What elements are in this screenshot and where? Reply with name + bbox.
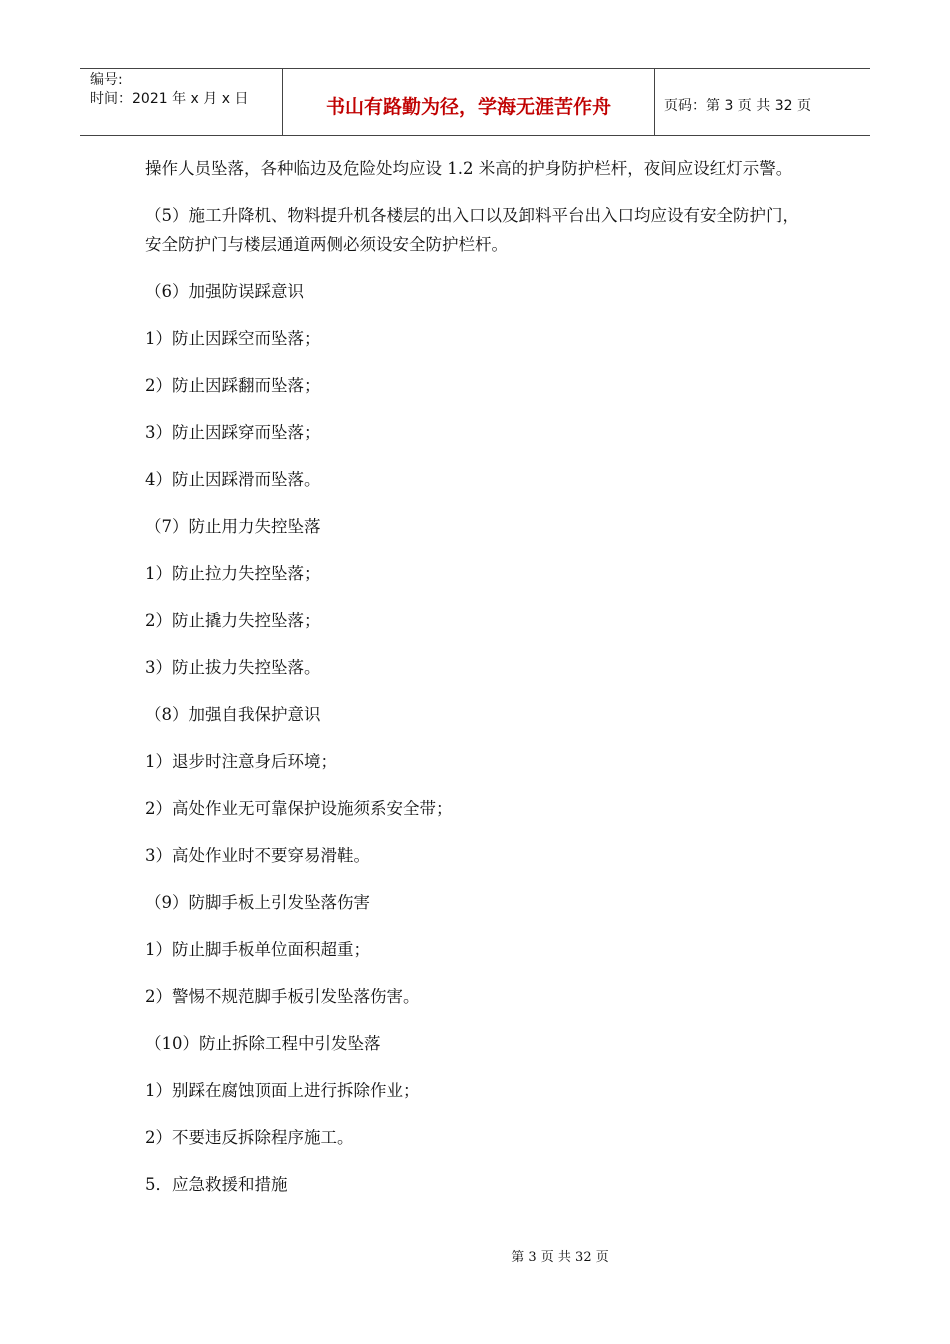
list-item: 2）防止撬力失控坠落； (145, 611, 321, 630)
section-heading: （8）加强自我保护意识 (145, 705, 321, 724)
list-item: 2）高处作业无可靠保护设施须系安全带； (145, 799, 453, 818)
section-heading: 5．应急救援和措施 (145, 1175, 288, 1194)
paragraph: （5）施工升降机、物料提升机各楼层的出入口以及卸料平台出入口均应设有安全防护门，安全防护门与楼层通道两侧必须设安全防护栏杆。 (145, 206, 799, 254)
list-item: 3）防止拔力失控坠落。 (145, 658, 321, 677)
header-motto: 书山有路勤为径，学海无涯苦作舟 (283, 69, 655, 135)
list-item: 1）别踩在腐蚀顶面上进行拆除作业； (145, 1081, 420, 1100)
list-item: 3）防止因踩穿而坠落； (145, 423, 321, 442)
paragraph: 操作人员坠落，各种临边及危险处均应设 1.2 米高的护身防护栏杆，夜间应设红灯示警。 (145, 159, 793, 178)
list-item: 2）警惕不规范脚手板引发坠落伤害。 (145, 987, 420, 1006)
list-item: 1）防止因踩空而坠落； (145, 329, 321, 348)
section-heading: （6）加强防误踩意识 (145, 282, 304, 301)
section-heading: （7）防止用力失控坠落 (145, 517, 321, 536)
list-item: 1）防止脚手板单位面积超重； (145, 940, 370, 959)
header-meta (80, 69, 283, 135)
number-label: 编号: (90, 72, 123, 88)
list-item: 1）防止拉力失控坠落； (145, 564, 321, 583)
list-item: 2）不要违反拆除程序施工。 (145, 1128, 354, 1147)
header-page-info: 页码：第 3 页 共 32 页 (664, 98, 811, 114)
section-heading: （10）防止拆除工程中引发坠落 (145, 1034, 381, 1053)
list-item: 3）高处作业时不要穿易滑鞋。 (145, 846, 370, 865)
section-heading: （9）防脚手板上引发坠落伤害 (145, 893, 370, 912)
list-item: 4）防止因踩滑而坠落。 (145, 470, 321, 489)
time-label: 时间：2021 年 x 月 x 日 (90, 91, 249, 107)
list-item: 2）防止因踩翻而坠落； (145, 376, 321, 395)
page-footer: 第 3 页 共 32 页 (511, 1250, 609, 1265)
document-body (145, 154, 810, 1217)
page-header (80, 68, 870, 136)
list-item: 1）退步时注意身后环境； (145, 752, 337, 771)
